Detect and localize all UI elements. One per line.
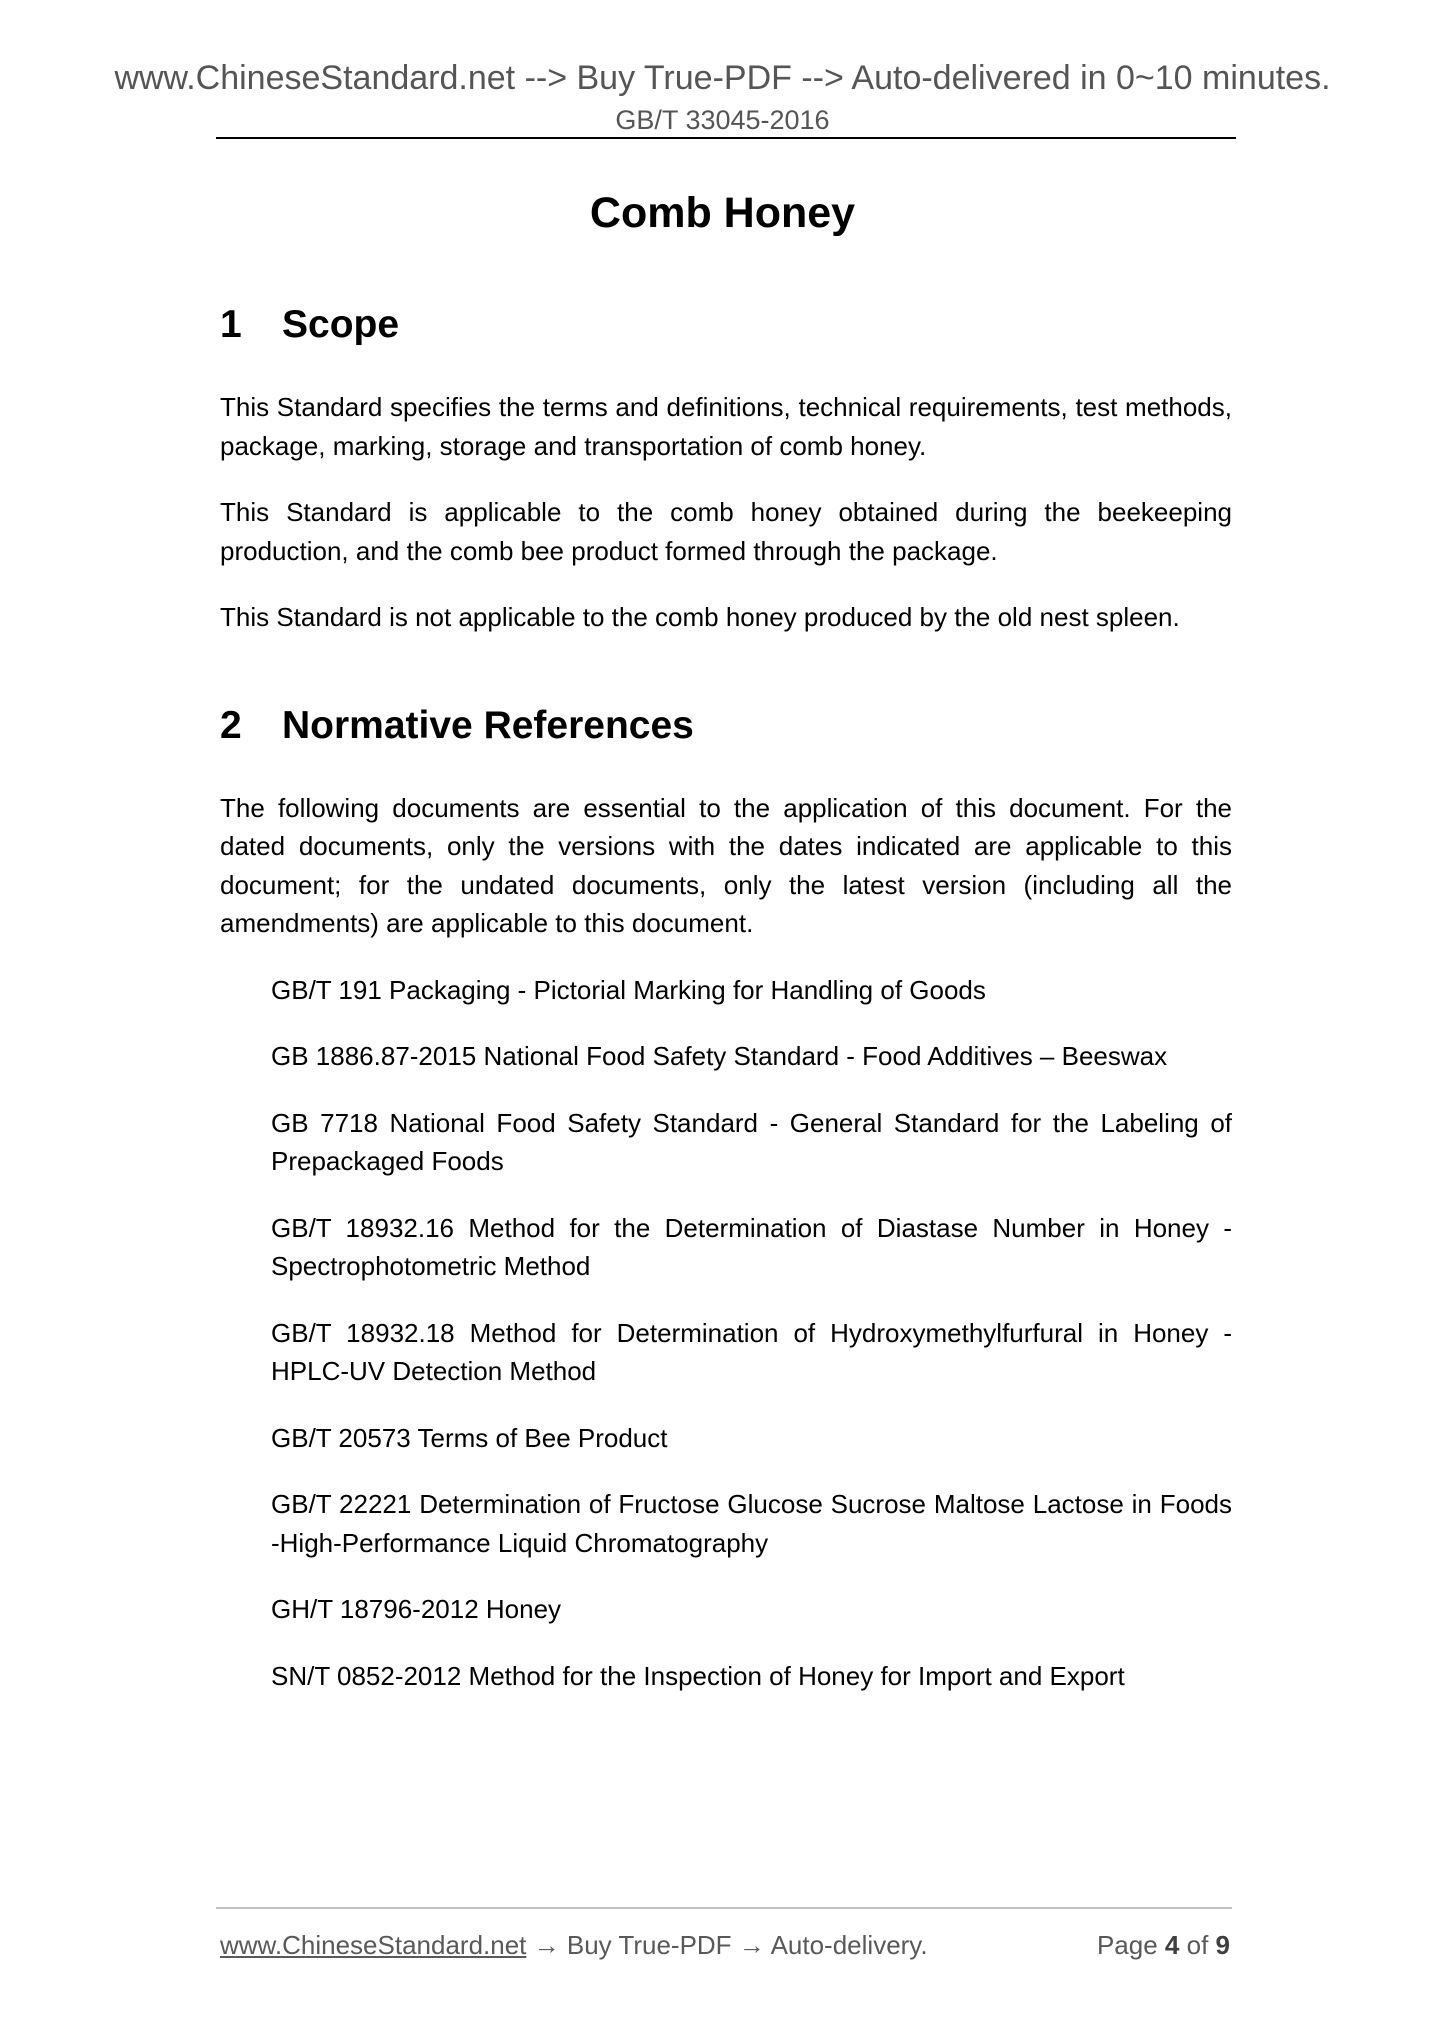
document-body: [220, 300, 1232, 1723]
section-heading-normative-references: [220, 701, 1232, 751]
reference-item: GB/T 191 Packaging - Pictorial Marking for Handling of Goods: [271, 974, 986, 1005]
reference-item: GB 7718 National Food Safety Standard - General Standard for the Labeling of Prepackaged Foods: [271, 1107, 1232, 1176]
page-word: Page: [1096, 1930, 1165, 1960]
section-number: 2: [220, 703, 242, 747]
reference-item: GB/T 18932.18 Method for Determination of Hydroxymethylfurfural in Honey - HPLC-UV Detection Method: [271, 1317, 1232, 1386]
reference-item: GB 1886.87-2015 National Food Safety Standard - Food Additives – Beeswax: [271, 1041, 1168, 1071]
page-current: 4: [1164, 1930, 1180, 1960]
reference-item: GB/T 18932.16 Method for the Determination of Diastase Number in Honey - Spectrophotometric Method: [271, 1212, 1232, 1281]
footer-divider: [216, 1907, 1232, 1909]
scope-paragraph: This Standard is applicable to the comb honey obtained during the beekeeping production, and the comb bee product formed through the package.: [220, 497, 1232, 566]
reference-item: GB/T 22221 Determination of Fructose Glucose Sucrose Maltose Lactose in Foods -High-Performance Liquid Chromatography: [271, 1489, 1232, 1558]
page-total: 9: [1215, 1930, 1230, 1960]
header-banner: www.ChineseStandard.net --> Buy True-PDF --> Auto-delivered in 0~10 minutes.: [114, 59, 1331, 97]
page-indicator: [1097, 1927, 1230, 1963]
footer-site-link[interactable]: www.ChineseStandard.net: [220, 1930, 527, 1960]
section-title: Scope: [282, 303, 400, 346]
scope-paragraph: This Standard is not applicable to the comb honey produced by the old nest spleen.: [220, 602, 1180, 632]
document-title: Comb Honey: [589, 189, 856, 237]
standard-code: GB/T 33045-2016: [615, 105, 830, 135]
footer-tagline: → Buy True-PDF → Auto-delivery.: [526, 1930, 928, 1960]
page-of: of: [1179, 1930, 1216, 1960]
header-divider: [216, 137, 1236, 139]
reference-item: SN/T 0852-2012 Method for the Inspection of Honey for Import and Export: [271, 1660, 1125, 1691]
references-intro-paragraph: The following documents are essential to the application of this document. For the dated documents, only the versions with the dates indicated are applicable to this document; for the undated documents, only the latest version (including all the amendments) are applicable to this document.: [220, 792, 1232, 938]
section-number: 1: [220, 303, 242, 346]
scope-paragraph: This Standard specifies the terms and definitions, technical requirements, test methods, package, marking, storage and transportation of comb honey.: [220, 392, 1232, 461]
footer-promo: [220, 1927, 928, 1963]
section-heading-scope: [220, 300, 1232, 350]
reference-item: GH/T 18796-2012 Honey: [271, 1594, 562, 1624]
section-title: Normative References: [282, 703, 694, 747]
reference-item: GB/T 20573 Terms of Bee Product: [271, 1422, 668, 1453]
